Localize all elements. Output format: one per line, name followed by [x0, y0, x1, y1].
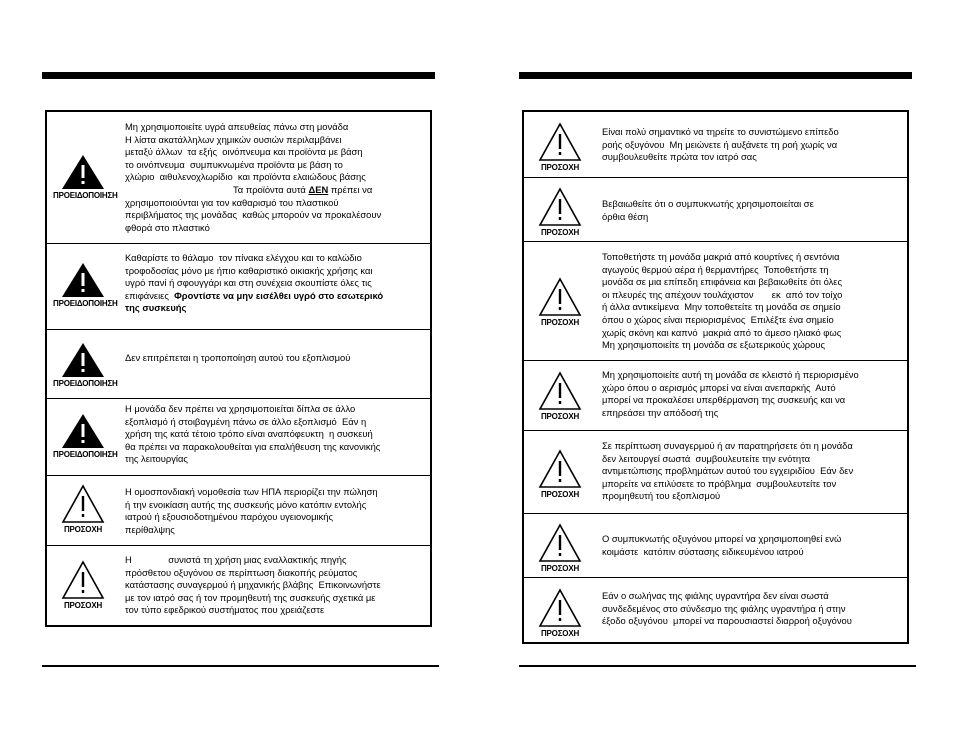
- caution-label: ΠΡΟΣΟΧΗ: [63, 525, 103, 534]
- text-line: το οινόπνευμα συμπυκνωμένα προϊόντα με βάση το: [125, 158, 343, 170]
- text-line: περιβλήματος της μονάδας καθώς μπορούν να προκαλέσουν: [125, 209, 382, 221]
- text-line: Η λίστα ακατάλληλων χημικών ουσιών περιλαμβάνει: [125, 133, 342, 145]
- warning-label: ΠΡΟΕΙΔΟΠΟΙΗΣΗ: [53, 379, 118, 388]
- caution-row: [524, 361, 907, 431]
- warning-text: [125, 252, 424, 315]
- warning-label: ΠΡΟΕΙΔΟΠΟΙΗΣΗ: [53, 299, 118, 308]
- text-line: [125, 302, 424, 315]
- left-warning-table: [45, 110, 432, 627]
- caution-row: [524, 578, 907, 642]
- text-line: κατάστασης συναγερμού ή μηχανικής βλάβης Επικοινωνήστε: [125, 579, 381, 591]
- text-line: χωρίς σκόνη και καπνό μακριά από το άμεσο ηλιακό φως: [602, 326, 842, 338]
- text-line: κοιμάστε κατόπιν σύστασης ειδικευμένου ιατρού: [602, 545, 804, 557]
- text-line: Εάν ο σωλήνας της φιάλης υγραντήρα δεν είναι σωστά: [602, 590, 829, 601]
- text-line: Ο συμπυκνωτής οξυγόνου μπορεί να χρησιμοποιηθεί ενώ: [602, 533, 842, 544]
- caution-icon: [530, 449, 590, 499]
- caution-icon: [530, 122, 590, 172]
- text-line: περίθαλψης: [125, 523, 175, 535]
- caution-text: [602, 590, 901, 628]
- warning-text: [125, 403, 424, 466]
- text-span: πρέπει να: [328, 183, 373, 195]
- warning-label: ΠΡΟΕΙΔΟΠΟΙΗΣΗ: [53, 191, 118, 200]
- warning-row: [47, 244, 430, 330]
- caution-label: ΠΡΟΣΟΧΗ: [540, 564, 580, 573]
- text-line: Μη χρησιμοποιείτε υγρά απευθείας πάνω στη μονάδα: [125, 121, 349, 132]
- text-line: ή την ενοικίαση αυτής της συσκευής μόνο κατόπιν εντολής: [125, 498, 367, 510]
- text-line: Η μονάδα δεν πρέπει να χρησιμοποιείται δίπλα σε άλλο: [125, 403, 356, 414]
- text-line: χώρο όπου ο αερισμός μπορεί να είναι ανεπαρκής Αυτό: [602, 381, 836, 393]
- text-line: Μη χρησιμοποιείτε τη μονάδα σε εξωτερικούς χώρους: [602, 339, 825, 351]
- caution-text: [125, 486, 424, 536]
- text-line: Σε περίπτωση συναγερμού ή αν παρατηρήσετε ότι η μονάδα: [602, 440, 853, 451]
- emphasis-den: ΔΕΝ: [308, 183, 329, 195]
- left-footer-rule: [42, 665, 439, 667]
- text-line: έξοδο οξυγόνου μπορεί να παρουσιαστεί διαρροή οξυγόνου: [602, 615, 852, 627]
- text-line: της λειτουργίας: [125, 453, 188, 465]
- warning-icon: [53, 342, 118, 388]
- text-line: ιατρού ή εξουσιοδοτημένου παρόχου υγειονομικής: [125, 511, 334, 523]
- caution-text: [602, 126, 901, 164]
- caution-label: ΠΡΟΣΟΧΗ: [540, 412, 580, 421]
- text-line: μπορεί να προκαλέσει υπερθέρμανση της συσκευής και να: [602, 394, 846, 406]
- right-header-bar: [519, 72, 912, 79]
- warning-label: ΠΡΟΕΙΔΟΠΟΙΗΣΗ: [53, 450, 118, 459]
- caution-icon: [530, 523, 590, 573]
- text-line: Είναι πολύ σημαντικό να τηρείτε το συνιστώμενο επίπεδο: [602, 126, 839, 137]
- warning-text: [125, 121, 424, 234]
- caution-icon: [530, 277, 590, 327]
- warning-icon: [53, 154, 118, 200]
- text-line: μονάδα σε μια επίπεδη επιφάνεια και βεβαιωθείτε ότι όλες: [602, 276, 842, 288]
- text-line: Δεν επιτρέπεται η τροποποίηση αυτού του εξοπλισμού: [125, 352, 351, 363]
- caution-text: [602, 440, 901, 503]
- text-line: προμηθευτή του εξοπλισμού: [602, 490, 721, 502]
- text-line: πρόσθετου οξυγόνου σε περίπτωση διακοπής ρεύματος: [125, 566, 358, 578]
- caution-row: [524, 514, 907, 578]
- caution-label: ΠΡΟΣΟΧΗ: [63, 601, 103, 610]
- text-line: χλώριο αιθυλενοχλωρίδιο και προϊόντα ελαιώδους βάσης: [125, 171, 366, 183]
- caution-text: [125, 554, 424, 617]
- caution-icon: [530, 187, 590, 237]
- text-line: δεν λειτουργεί σωστά συμβουλευτείτε την ενότητα: [602, 452, 811, 464]
- text-line: Τοποθετήστε τη μονάδα μακριά από κουρτίνες ή σεντόνια: [602, 251, 840, 262]
- caution-text: [602, 198, 901, 223]
- text-span: επιφάνειες: [125, 289, 175, 301]
- right-footer-rule: [519, 665, 916, 667]
- text-line: αντιμετώπισης προβλημάτων αυτού του εγχειριδίου Εάν δεν: [602, 465, 854, 477]
- warning-icon: [53, 413, 118, 459]
- text-line: με τον ιατρό σας ή τον προμηθευτή της συσκευής σχετικά με: [125, 591, 376, 603]
- caution-label: ΠΡΟΣΟΧΗ: [540, 490, 580, 499]
- text-line: Μη χρησιμοποιείτε αυτή τη μονάδα σε κλειστό ή περιορισμένο: [602, 369, 859, 380]
- caution-row: [47, 476, 430, 546]
- caution-row: [524, 242, 907, 361]
- text-line: τροφοδοσίας μόνο με ήπιο καθαριστικό οικιακής χρήσης και: [125, 264, 373, 276]
- text-line: Η συνιστά τη χρήση μιας εναλλακτικής πηγής: [125, 554, 347, 565]
- caution-label: ΠΡΟΣΟΧΗ: [540, 629, 580, 638]
- text-line: ή άλλα αντικείμενα Μην τοποθετείτε τη μονάδα σε σημείο: [602, 301, 841, 313]
- bold-text: της συσκευής: [125, 302, 187, 314]
- text-line: αγωγούς θερμού αέρα ή θερμαντήρες Τοποθετήστε τη: [602, 263, 829, 275]
- text-line: επηρεάσει την απόδοσή της: [602, 406, 719, 418]
- caution-row: [524, 112, 907, 178]
- text-line: συμβουλευθείτε πρώτα τον ιατρό σας: [602, 151, 757, 163]
- text-line: θα πρέπει να παρακολουθείται για επαλήθευση της κανονικής: [125, 440, 381, 452]
- caution-icon: [530, 371, 590, 421]
- caution-icon: [53, 560, 113, 610]
- text-line: [125, 184, 424, 197]
- caution-text: [602, 369, 901, 419]
- bold-text: Φροντίστε να μην εισέλθει υγρό στο εσωτερικό: [174, 289, 384, 301]
- warning-icon: [53, 262, 118, 308]
- text-line: μεταξύ άλλων τα εξής οινόπνευμα και προϊόντα με βάση: [125, 146, 363, 158]
- caution-label: ΠΡΟΣΟΧΗ: [540, 163, 580, 172]
- caution-row: [47, 546, 430, 625]
- warning-row: [47, 399, 430, 476]
- text-line: εξοπλισμό ή στοιβαγμένη πάνω σε άλλο εξοπλισμό Εάν η: [125, 415, 367, 427]
- text-line: υγρό πανί ή σφουγγάρι και στη συνέχεια σκουπίστε όλες τις: [125, 277, 372, 289]
- caution-row: [524, 178, 907, 242]
- text-line: μπορείτε να επιλύσετε το πρόβλημα συμβουλευτείτε τον: [602, 477, 837, 489]
- text-line: ροής οξυγόνου Μη μειώνετε ή αυξάνετε τη ροή χωρίς να: [602, 138, 838, 150]
- text-line: όρθια θέση: [602, 210, 649, 222]
- caution-label: ΠΡΟΣΟΧΗ: [540, 228, 580, 237]
- text-line: όπου ο χώρος είναι περιορισμένος Επιλέξτε ένα σημείο: [602, 313, 834, 325]
- text-line: χρήση της κατά τέτοιο τρόπο είναι αναπόφευκτη η συσκευή: [125, 428, 373, 440]
- text-line: φθορά στο πλαστικό: [125, 221, 210, 233]
- warning-row: [47, 112, 430, 244]
- caution-text: [602, 533, 901, 558]
- text-line: Η ομοσπονδιακή νομοθεσία των ΗΠΑ περιορίζει την πώληση: [125, 486, 378, 497]
- left-header-bar: [42, 72, 435, 79]
- right-caution-table: [522, 110, 909, 644]
- caution-text: [602, 251, 901, 352]
- caution-label: ΠΡΟΣΟΧΗ: [540, 318, 580, 327]
- warning-text: [125, 352, 424, 365]
- text-line: [125, 290, 424, 303]
- caution-icon: [530, 588, 590, 638]
- text-span: Τα προϊόντα αυτά: [233, 183, 309, 195]
- text-line: τον τύπο εφεδρικού συστήματος που χρειάζεστε: [125, 604, 325, 616]
- text-line: Καθαρίστε το θάλαμο τον πίνακα ελέγχου και το καλώδιο: [125, 252, 362, 263]
- warning-row: [47, 330, 430, 399]
- text-line: Βεβαιωθείτε ότι ο συμπυκνωτής χρησιμοποιείται σε: [602, 198, 814, 209]
- caution-icon: [53, 484, 113, 534]
- text-line: χρησιμοποιούνται για τον καθαρισμό του πλαστικού: [125, 196, 339, 208]
- text-line: οι πλευρές της απέχουν τουλάχιστον εκ από τον τοίχο: [602, 288, 843, 300]
- text-line: συνδεδεμένος στο σύνδεσμο της φιάλης υγραντήρα ή στην: [602, 602, 846, 614]
- caution-row: [524, 431, 907, 514]
